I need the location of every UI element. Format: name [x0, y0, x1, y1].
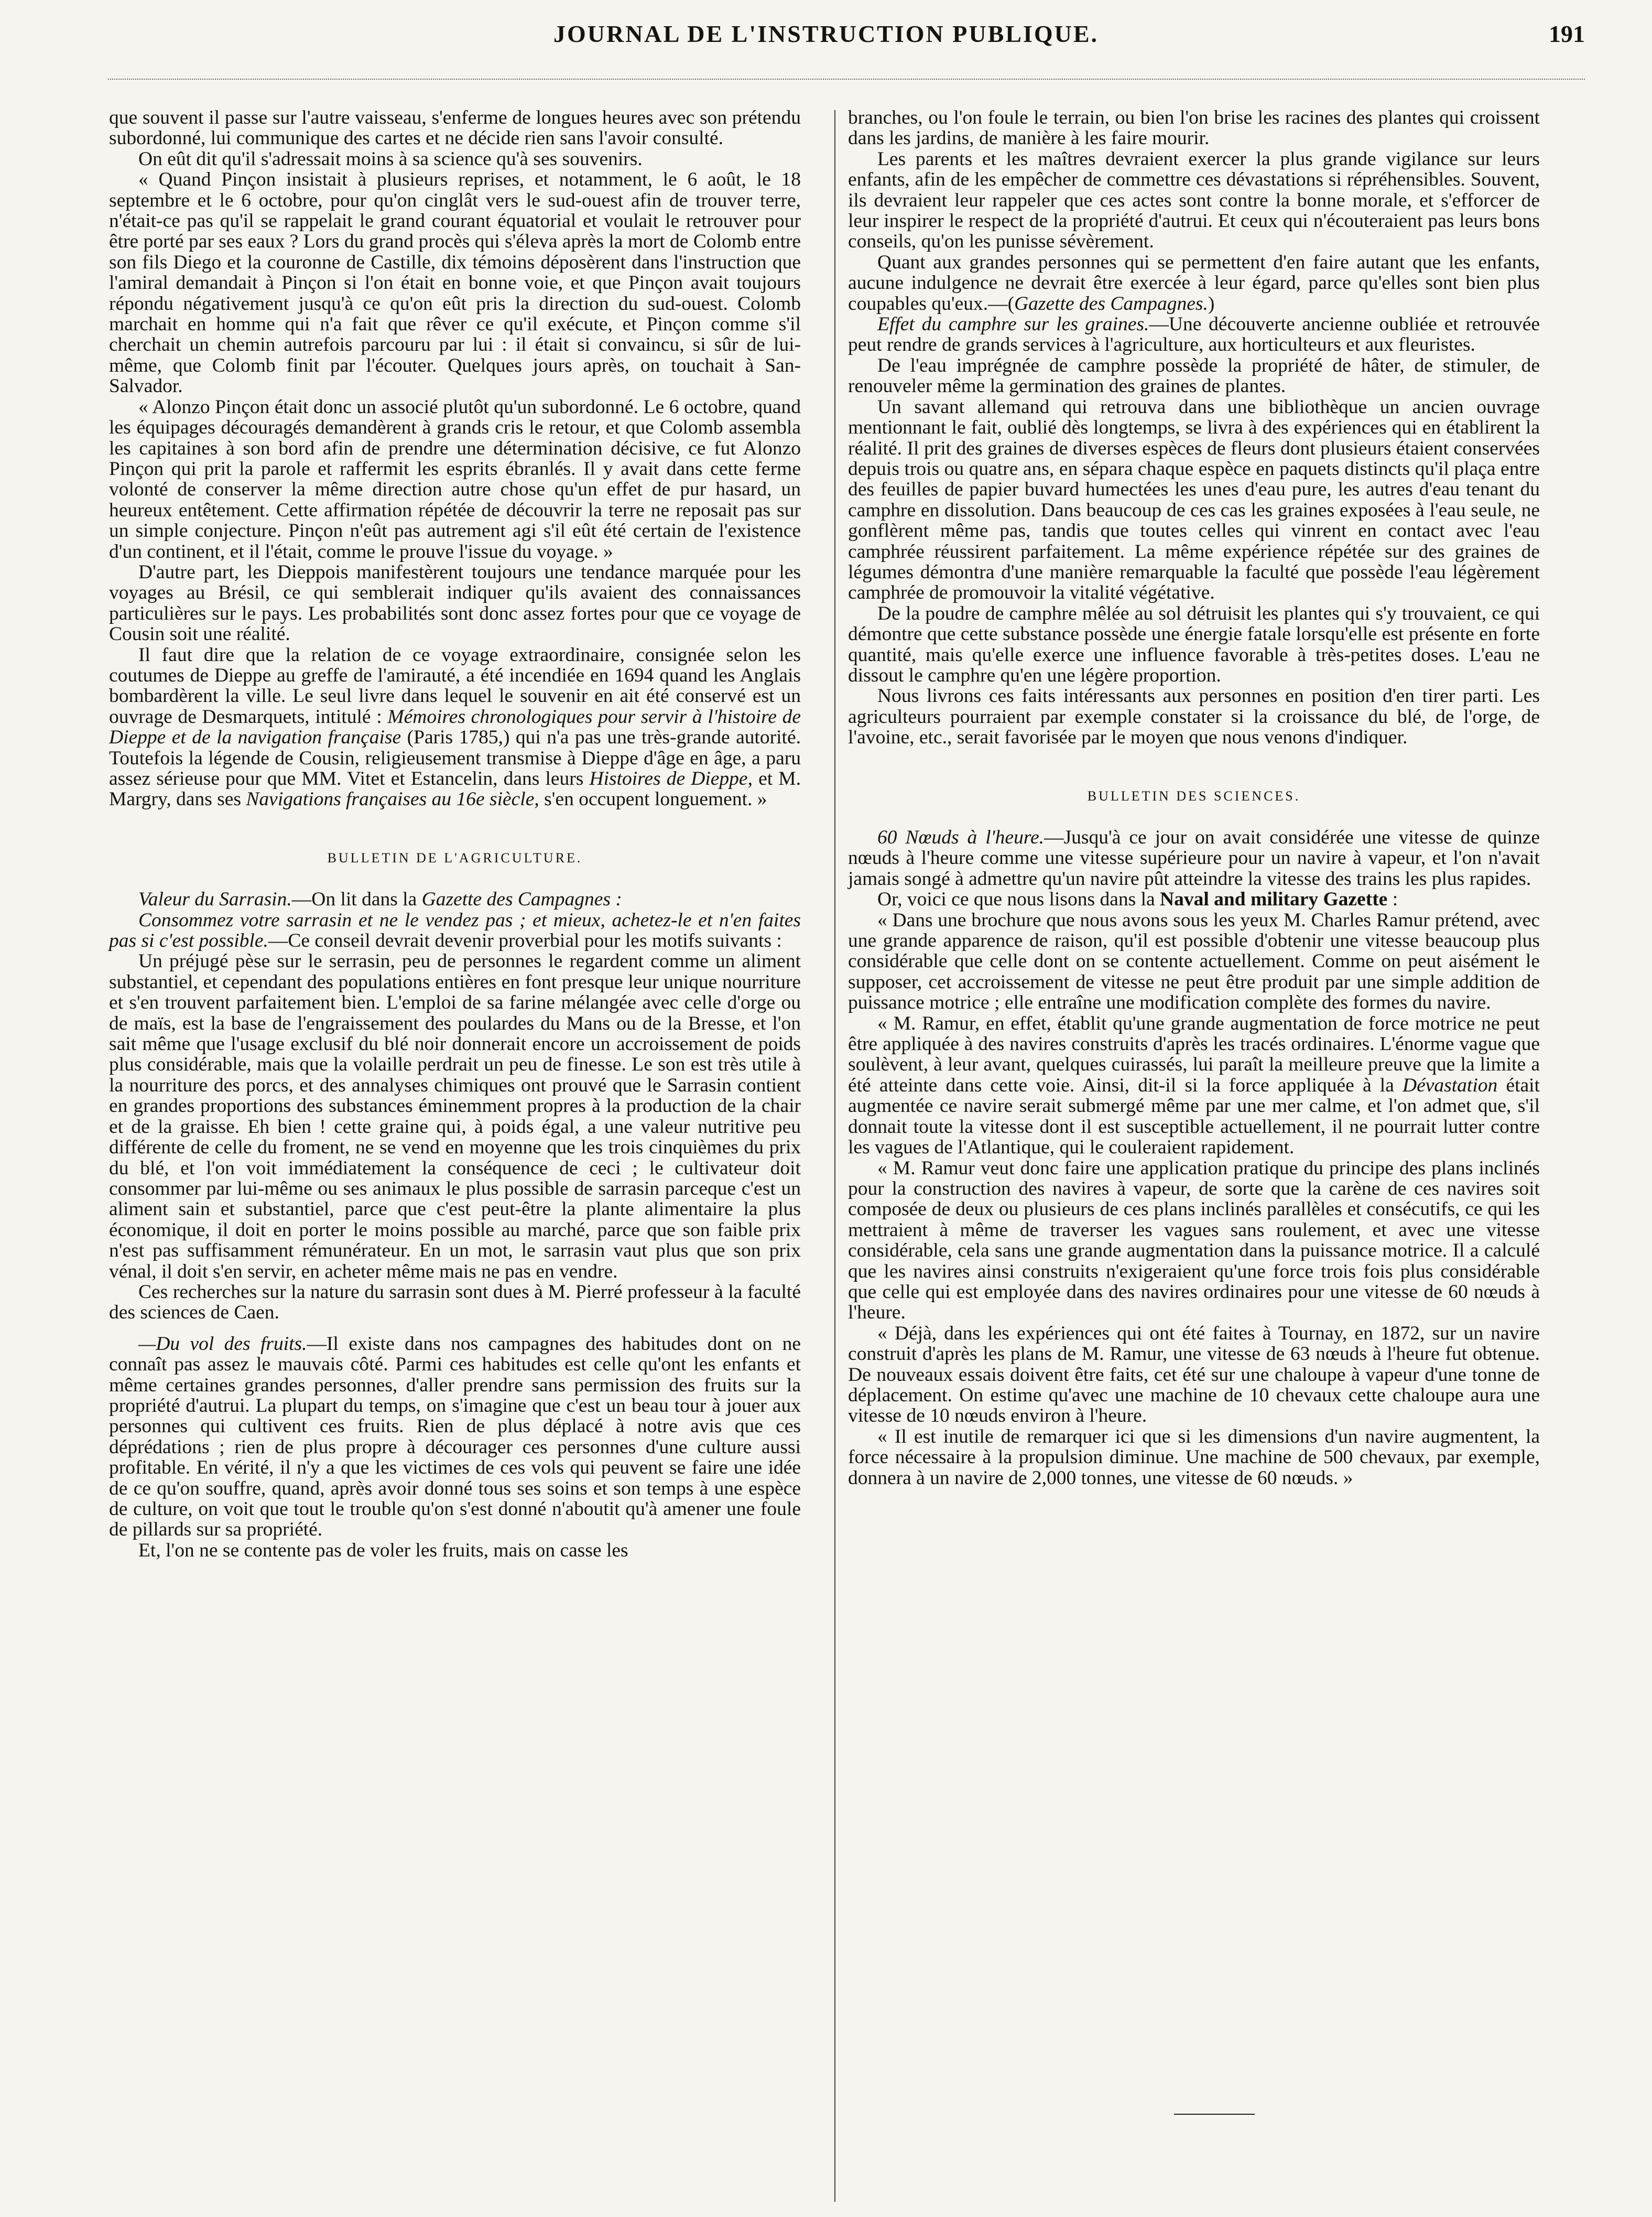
paragraph: Consommez votre sarrasin et ne le vendez pas ; et mieux, achetez-le et n'en faites pas si c'est possible.—Ce conseil devrait devenir proverbial pour les motifs suivants : [109, 909, 801, 952]
paragraph: Quant aux grandes personnes qui se permettent d'en faire autant que les enfants, aucune indulgence ne devrait être exercée à leur égard, parce qu'elles sont bien plus coupables qu'eux.—(Gazette des Campagnes.) [848, 251, 1540, 315]
paragraph-continuation: branches, ou l'on foule le terrain, ou bien l'on brise les racines des plantes qui croissent dans les jardins, de manière à les faire mourir. [848, 107, 1540, 149]
article-title: Effet du camphre sur les graines. [877, 313, 1149, 336]
paragraph: Ces recherches sur la nature du sarrasin sont dues à M. Pierré professeur à la faculté des sciences de Caen. [109, 1281, 801, 1324]
article-intro: Valeur du Sarrasin.—On lit dans la Gazette des Campagnes : [138, 889, 622, 911]
article-title: —Du vol des fruits. [138, 1333, 307, 1355]
article-title: 60 Nœuds à l'heure. [877, 827, 1045, 848]
paragraph: « Déjà, dans les expériences qui ont été faites à Tournay, en 1872, sur un navire construit d'après les plans de M. Ramur, une vitesse de 63 nœuds à l'heure fut obtenue. De nouveaux essais doivent être faits, cet été sur une chaloupe à vapeur d'une tonne de déplacement. On estime qu'avec une machine de 10 chevaux cette chaloupe aura une vitesse de 10 nœuds environ à l'heure. [848, 1322, 1540, 1427]
column-divider [834, 110, 835, 2202]
paragraph: « Il est inutile de remarquer ici que si les dimensions d'un navire augmentent, la force nécessaire à la propulsion diminue. Une machine de 500 chevaux, par exemple, donnera à un navire de 2,000 tonnes, une vitesse de 60 nœuds. » [848, 1425, 1540, 1489]
paragraph: « Quand Pinçon insistait à plusieurs reprises, et notamment, le 6 août, le 18 septembre et le 6 octobre, pour qu'on cinglât vers le sud-ouest afin de trouver terre, n'était-ce pas qu'il se rappelait le grand courant équatorial et voulait le retrouver pour être porté par ses eaux ? Lors du grand procès qui s'éleva après la mort de Colomb entre son fils Diego et la couronne de Castille, dix témoins déposèrent dans l'instruction que l'amiral demandait à Pinçon si l'on était en bonne voie, et que Pinçon avait toujours répondu négativement jusqu'à ce qu'on eût pris la direction du sud-ouest. Colomb marchait en homme qui n'a fait que rêver ce qu'il exécute, et Pinçon comme s'il cherchait un chemin autrefois parcouru par lui : il était si convaincu, si sûr de lui-même, que Colomb finit par l'écouter. Quelques jours après, on touchait à San-Salvador. [109, 169, 801, 397]
paragraph: Et, l'on ne se contente pas de voler les fruits, mais on casse les [138, 1539, 628, 1561]
source-name: Naval and military Gazette [1160, 889, 1388, 911]
paragraph: Effet du camphre sur les graines.—Une découverte ancienne oubliée et retrouvée peut rendre de grands services à l'agriculture, aux horticulteurs et aux fleuristes. [848, 313, 1540, 356]
paragraph: « Dans une brochure que nous avons sous les yeux M. Charles Ramur prétend, avec une grande apparence de raison, qu'il est possible d'obtenir une vitesse beaucoup plus considérable que celle dont on se contente actuellement. Comme on peut aisément le supposer, cet accroissement de vitesse ne peut être produit par une simple addition de puissance motrice ; elle entraîne une modification complète des formes du navire. [848, 909, 1540, 1014]
paragraph: Or, voici ce que nous lisons dans la Naval and military Gazette : [877, 889, 1398, 911]
paragraph: Les parents et les maîtres devraient exercer la plus grande vigilance sur leurs enfants, afin de les empêcher de commettre ces dévastations si répréhensibles. Souvent, ils devraient leur rappeler que ces actes sont contre la bonne morale, et s'efforcer de leur inspirer le respect de la propriété d'autrui. Et ceux qui n'écouteraient pas leurs bons conseils, qu'on les punisse sévèrement. [848, 148, 1540, 253]
paragraph: « M. Ramur, en effet, établit qu'une grande augmentation de force motrice ne peut être appliquée à des navires construits d'après les tracés ordinaires. L'énorme vague que soulèvent, à leur avant, quelques cuirassés, lui paraît la meilleure preuve que la limite a été atteinte dans cette voie. Ainsi, dit-il si la force appliquée à la Dévastation était augmentée ce navire serait submergé même par une mer calme, et l'on admet que, s'il donnait toute la vitesse dont il est susceptible actuellement, il ne pourrait lutter contre les vagues de l'Atlantique, qui le couleraient rapidement. [848, 1012, 1540, 1159]
paragraph: Un préjugé pèse sur le serrasin, peu de personnes le regardent comme un aliment substantiel, et cependant des populations entières en font presque leur unique nourriture et s'en trouvent parfaitement bien. L'emploi de sa farine mélangée avec celle d'orge ou de maïs, est la base de l'engraissement des poulardes du Mans ou de la Bresse, et l'on sait même que l'usage exclusif du blé noir donnerait encore un accroissement de poids plus considérable, mais que la volaille perdrait un peu de finesse. Le son est très utile à la nourriture des porcs, et des annalyses chimiques ont prouvé que le Sarrasin contient en grandes proportions des substances éminemment propres à la production de la chair et de la graisse. Eh bien ! cette graine qui, à poids égal, a une valeur nutritive peu différente de celle du froment, ne se vend en moyenne que les trois cinquièmes du prix du blé, et l'on voit immédiatement la conséquence de ceci ; le cultivateur doit consommer par lui-même ou ses animaux le plus possible de sarrasin parceque c'est un aliment sain et substantiel, parce que c'est peut-être la plante alimentaire la plus économique, il doit en porter le moins possible au marché, parce que son faible prix n'est pas suffisamment rémunérateur. En un mot, le sarrasin vaut plus que son prix vénal, il doit s'en servir, en acheter même mais ne pas en vendre. [109, 950, 801, 1282]
article-title: Valeur du Sarrasin. [138, 889, 292, 911]
paragraph-continuation: que souvent il passe sur l'autre vaisseau, s'enferme de longues heures avec son prétendu subordonné, lui communique des cartes et ne décide rien sans l'avoir consulté. [109, 107, 801, 149]
end-rule [1174, 2114, 1255, 2115]
paragraph: « M. Ramur veut donc faire une application pratique du principe des plans inclinés pour la construction des navires à vapeur, de sorte que la carène de ces navires soit composée de deux ou plusieurs de ces plans inclinés parallèles et consécutifs, ce qui les mettraient à même de traverser les vagues sans roulement, et avec une vitesse considérable, cela sans une grande augmentation dans la puissance motrice. Il a calculé que les navires ainsi construits n'exigeraient qu'une force trois fois plus considérable que celle qui est employée dans des navires ordinaires pour une vitesse de 60 nœuds à l'heure. [848, 1157, 1540, 1324]
book-title: Mémoires chronologiques pour servir à l'histoire de Dieppe et de la navigation française [109, 706, 801, 749]
quoted-proverb: Consommez votre sarrasin et ne le vendez pas ; et mieux, achetez-le et n'en faites pas si c'est possible. [109, 909, 801, 952]
paragraph: —Du vol des fruits.—Il existe dans nos campagnes des habitudes dont on ne connaît pas assez le mauvais côté. Parmi ces habitudes est celle qu'ont les enfants et même certaines grandes personnes, d'aller prendre sans permission des fruits sur la propriété d'autrui. La plupart du temps, on s'imagine que c'est un beau tour à jouer aux personnes qui cultivent ces fruits. Rien de plus déplacé à notre avis que ces déprédations ; rien de plus propre à décourager ces personnes d'une culture aussi profitable. En vérité, il n'y a que les victimes de ces vols qui peuvent se faire une idée de ce qu'on souffre, quand, après avoir donné tous ses soins et son temps à une espèce de culture, on voit que tout le trouble qu'on s'est donné n'aboutit qu'à amener une foule de pillards sur sa propriété. [109, 1333, 801, 1541]
page-number: 191 [1549, 20, 1585, 47]
paragraph: De la poudre de camphre mêlée au sol détruisit les plantes qui s'y trouvaient, ce qui démontre que cette substance possède une énergie fatale lorsqu'elle est présente en forte quantité, mais qu'elle exerce une influence favorable à très-petites doses. L'eau ne dissout le camphre qu'en une légère proportion. [848, 602, 1540, 686]
right-column [848, 107, 1540, 2178]
paragraph: Nous livrons ces faits intéressants aux personnes en position d'en tirer parti. Les agriculteurs pourraient par exemple constater si la croissance du blé, de l'orge, de l'avoine, etc., serait favorisée par le moyen que nous venons d'indiquer. [848, 685, 1540, 749]
source-name: Gazette des Campagnes. [1014, 293, 1208, 315]
book-title: Navigations françaises au 16e siècle [246, 788, 535, 810]
paragraph: Un savant allemand qui retrouva dans une bibliothèque un ancien ouvrage mentionnant le fait, oublié dès longtemps, se livra à des expériences qui en établirent la réalité. Il prit des graines de diverses espèces de fleurs dont plusieurs étaient conservées depuis trois ou quatre ans, en sépara chaque espèce en paquets distincts qu'il plaça entre des feuilles de papier buvard humectées les unes d'eau pure, les autres d'eau tenant du camphre en dissolution. Dans beaucoup de ces cas les graines exposées à l'eau seule, ne gonflèrent même pas, tandis que toutes celles qui vinrent en contact avec l'eau camphrée réussirent parfaitement. La même expérience répétée sur des graines de légumes démontra d'une manière remarquable la faculté que possède l'eau légèrement camphrée de promouvoir la vitalité végétative. [848, 396, 1540, 604]
running-title: JOURNAL DE L'INSTRUCTION PUBLIQUE. [553, 20, 1099, 47]
paragraph: Il faut dire que la relation de ce voyage extraordinaire, consignée selon les coutumes de Dieppe au greffe de l'amirauté, a été incendiée en 1694 quand les Anglais bombardèrent la ville. Le seul livre dans lequel le souvenir en ait été conservé est un ouvrage de Desmarquets, intitulé : Mémoires chronologiques pour servir à l'histoire de Dieppe et de la navigation française (Paris 1785,) qui n'a pas une très-grande autorité. Toutefois la légende de Cousin, religieusement transmise à Dieppe d'âge en âge, a paru assez sérieuse pour que MM. Vitet et Estancelin, dans leurs Histoires de Dieppe, et M. Margry, dans ses Navigations françaises au 16e siècle, s'en occupent longuement. » [109, 644, 801, 810]
paragraph: « Alonzo Pinçon était donc un associé plutôt qu'un subordonné. Le 6 octobre, quand les équipages découragés demandèrent à grands cris le retour, et que Colomb assembla les capitaines à son bord afin de prendre une détermination décisive, ce fut Alonzo Pinçon qui prit la parole et raffermit les esprits ébranlés. Il y avait dans cette ferme volonté de conserver la même direction autre chose qu'un effet de pur hasard, un heureux entêtement. Cette affirmation répétée de découvrir la terre ne reposait pas sur un simple conjecture. Pinçon n'eût pas autrement agi s'il eût été certain de l'existence d'un continent, et il l'était, comme le prouve l'issue du voyage. » [109, 396, 801, 563]
section-heading-agriculture: BULLETIN DE L'AGRICULTURE. [327, 850, 583, 866]
paragraph: 60 Nœuds à l'heure.—Jusqu'à ce jour on avait considérée une vitesse de quinze nœuds à l'heure comme une vitesse supérieure pour un navire à vapeur, et l'on n'avait jamais songé à admettre qu'un navire pût atteindre la vitesse des trains les plus rapides. [848, 827, 1540, 890]
paragraph: De l'eau imprégnée de camphre possède la propriété de hâter, de stimuler, de renouveler même la germination des graines de plantes. [848, 354, 1540, 397]
left-column [109, 107, 801, 2199]
section-heading-sciences: BULLETIN DES SCIENCES. [1087, 788, 1301, 804]
paragraph: On eût dit qu'il s'adressait moins à sa science qu'à ses souvenirs. [138, 148, 643, 170]
source-name: Gazette des Campagnes : [421, 889, 622, 911]
book-title: Histoires de Dieppe [589, 768, 748, 790]
header-rule [108, 79, 1585, 80]
paragraph: D'autre part, les Dieppois manifestèrent toujours une tendance marquée pour les voyages au Brésil, ce qui semblerait indiquer qu'ils avaient des connaissances particulières sur le pays. Les probabilités sont donc assez fortes pour que ce voyage de Cousin soit une réalité. [109, 561, 801, 645]
ship-name: Dévastation [1403, 1074, 1498, 1096]
